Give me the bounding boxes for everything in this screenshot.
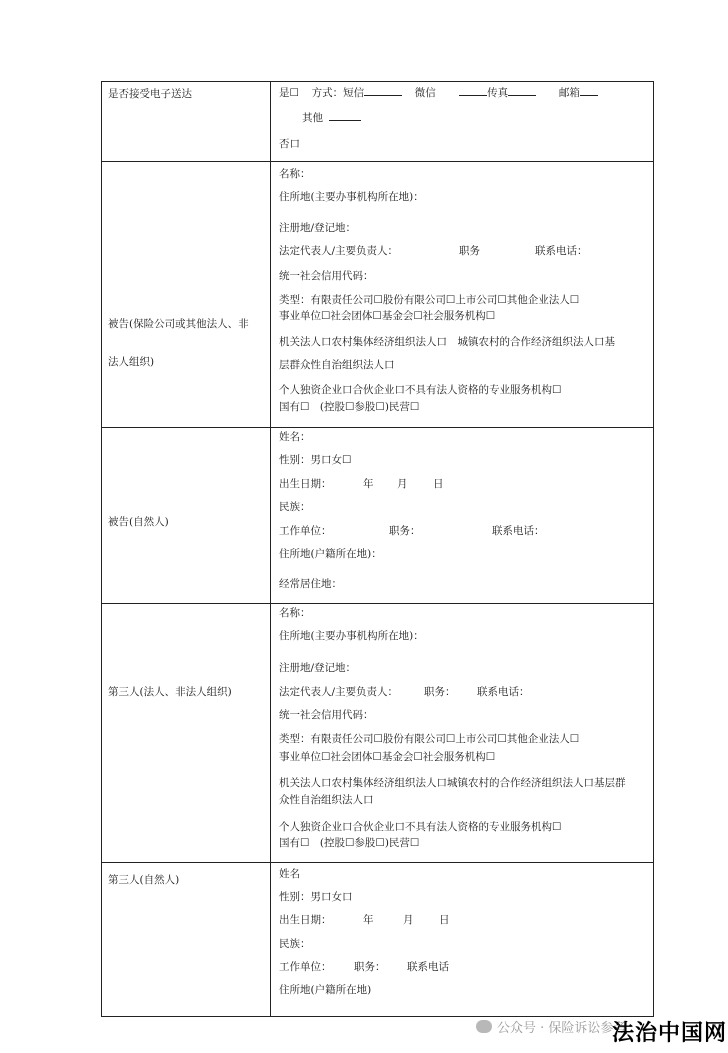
defendant-person-month: 月 [397,478,408,490]
third-org-type-line-4: 众性自治组织法人口 [279,794,374,806]
defendant-person-work: 工作单位： [279,525,332,537]
no-option: 否口 [279,138,300,150]
row-label-defendant-person: 被告(自然人) [108,516,169,528]
defendant-org-type-line-6: 国有☐ (控股☐参股☐)民营☐ [279,401,420,413]
defendant-org-type-line-2: 事业单位☐社会团体☐基金会☐社会服务机构☐ [279,310,496,322]
third-org-name: 名称： [279,607,311,619]
defendant-org-representative: 法定代表人/主要负责人： [279,245,399,257]
other-option [302,110,361,125]
fax-label: 传真 [487,87,509,99]
third-person-name: 姓名 [279,868,300,880]
defendant-person-day: 日 [433,478,444,490]
other-label: 其他 [302,112,323,124]
table-row-divider [101,427,654,428]
third-person-month: 月 [403,914,414,926]
row-label-third-org: 第三人(法人、非法人组织) [108,686,232,698]
defendant-person-address: 住所地(户籍所在地)： [279,548,382,560]
table-border-top [101,81,654,82]
table-border-left [101,81,102,1017]
third-org-type-line-2: 事业单位☐社会团体☐基金会☐社会服务机构☐ [279,751,496,763]
table-row-divider [101,603,654,604]
table-row-divider [101,161,654,162]
email-blank [580,85,598,96]
row-label-defendant-org-1: 被告(保险公司或其他法人、非 [108,318,249,330]
third-org-type-line-1: 类型：有限责任公司☐股份有限公司☐上市公司☐其他企业法人☐ [279,733,580,745]
third-org-address: 住所地(主要办事机构所在地)： [279,630,424,642]
defendant-org-type-line-4: 层群众性自治组织法人口 [279,359,395,371]
defendant-person-phone: 联系电话： [492,525,545,537]
sms-blank [364,85,402,96]
third-org-type-line-5: 个人独资企业口合伙企业口不具有法人资格的专业服务机构☐ [279,821,562,833]
wechat-label: 微信 [414,87,436,99]
defendant-org-credit-code: 统一社会信用代码： [279,270,374,282]
row-label-electronic-service: 是否接受电子送达 [108,88,192,100]
third-person-position: 职务： [354,961,386,973]
wechat-icon [476,1020,492,1033]
fax-blank [508,85,536,96]
defendant-org-type-line-1: 类型：有限责任公司☐股份有限公司☐上市公司☐其他企业法人☐ [279,294,580,306]
row-label-defendant-org-2: 法人组织) [108,356,155,368]
defendant-person-ethnic: 民族： [279,501,311,513]
third-person-work: 工作单位： [279,961,332,973]
third-person-year: 年 [363,914,374,926]
brand-logo-text: 法治中国网 [612,1020,728,1046]
defendant-org-address: 住所地(主要办事机构所在地)： [279,191,424,203]
electronic-options-line [279,85,598,100]
defendant-org-position: 职务 [459,245,480,257]
third-person-gender: 性别：男口女口 [279,891,353,903]
defendant-person-year: 年 [363,478,374,490]
third-org-credit-code: 统一社会信用代码： [279,709,374,721]
defendant-org-registration: 注册地/登记地： [279,222,357,234]
yes-checkbox-label: 是☐ [279,87,299,99]
table-column-divider [270,81,271,1017]
defendant-org-type-line-5: 个人独资企业口合伙企业口不具有法人资格的专业服务机构☐ [279,384,562,396]
third-org-position: 职务： [424,686,456,698]
third-org-type-line-3: 机关法人口农村集体经济组织法人口城镇农村的合作经济组织法人口基层群 [279,777,626,789]
third-org-registration: 注册地/登记地： [279,662,357,674]
defendant-person-name: 姓名： [279,431,311,443]
defendant-person-gender: 性别：男口女☐ [279,454,352,466]
table-row-divider [101,862,654,863]
defendant-org-phone: 联系电话： [535,245,588,257]
table-border-right [653,81,654,1017]
third-person-ethnic: 民族： [279,938,311,950]
email-label: 邮箱 [558,87,580,99]
third-org-phone: 联系电话： [477,686,530,698]
defendant-org-type-line-3: 机关法人口农村集体经济组织法人口 城镇农村的合作经济组织法人口基 [279,336,615,348]
defendant-person-position: 职务： [389,525,421,537]
defendant-person-residence: 经常居住地： [279,578,342,590]
third-person-address: 住所地(户籍所在地) [279,984,372,996]
defendant-org-name: 名称： [279,168,311,180]
third-person-day: 日 [439,914,450,926]
third-org-type-line-6: 国有☐ (控股☐参股☐)民营☐ [279,837,420,849]
defendant-person-birth: 出生日期： [279,478,332,490]
watermark-text: 公众号 · 保险诉讼参考 [497,1021,627,1036]
row-label-third-person: 第三人(自然人) [108,874,180,886]
method-sms-label: 方式：短信 [311,87,365,99]
third-person-phone: 联系电话 [407,961,449,973]
third-org-representative: 法定代表人/主要负责人： [279,686,399,698]
other-blank [329,110,361,121]
third-person-birth: 出生日期： [279,914,332,926]
wechat-blank [459,85,487,96]
